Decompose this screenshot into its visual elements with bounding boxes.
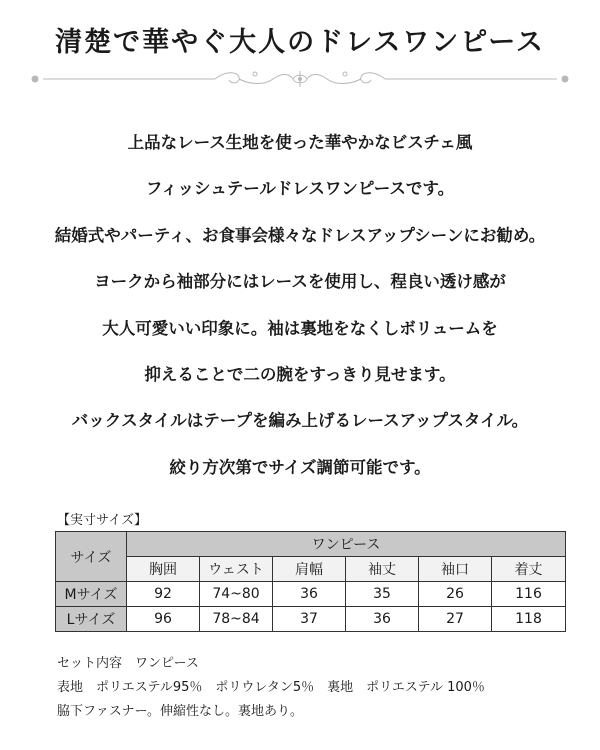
column-header: 肩幅 — [273, 557, 346, 582]
table-cell: 27 — [419, 607, 492, 632]
row-label: Mサイズ — [56, 582, 127, 607]
column-header: 着丈 — [492, 557, 566, 582]
table-header-row — [56, 532, 566, 557]
note-line: 表地 ポリエステル95％ ポリウレタン5％ 裏地 ポリエステル 100％ — [57, 680, 485, 695]
column-header: 袖丈 — [346, 557, 419, 582]
table-cell: 78~84 — [200, 607, 273, 632]
table-cell: 26 — [419, 582, 492, 607]
table-cell: 74~80 — [200, 582, 273, 607]
table-cell: 96 — [127, 607, 200, 632]
note-line: 脇下ファスナー。伸縮性なし。裏地あり。 — [57, 704, 303, 719]
group-header: ワンピース — [127, 532, 566, 557]
table-cell: 118 — [492, 607, 566, 632]
description-line: 絞り方次第でサイズ調節可能です。 — [169, 457, 431, 477]
table-header-row — [56, 557, 566, 582]
size-table — [55, 531, 566, 632]
description-line: 大人可愛いい印象に。袖は裏地をなくしボリュームを — [102, 318, 498, 338]
size-table-caption: 【実寸サイズ】 — [57, 513, 147, 528]
table-cell: 35 — [346, 582, 419, 607]
description-line: 結婚式やパーティ、お食事会様々なドレスアップシーンにお勧め。 — [54, 225, 546, 245]
table-cell: 92 — [127, 582, 200, 607]
description-line: 抑えることで二の腕をすっきり見せます。 — [144, 364, 456, 384]
description-line: バックスタイルはテープを編み上げるレースアップスタイル。 — [71, 411, 529, 431]
table-cell: 36 — [273, 582, 346, 607]
product-notes — [57, 652, 485, 724]
column-header: 胸囲 — [127, 557, 200, 582]
description-line: フィッシュテールドレスワンピースです。 — [145, 179, 455, 199]
ornament-divider-icon — [25, 68, 575, 90]
table-cell: 37 — [273, 607, 346, 632]
table-cell: 36 — [346, 607, 419, 632]
description-line: 上品なレース生地を使った華やかなビスチェ風 — [127, 133, 473, 152]
page-title: 清楚で華やぐ大人のドレスワンピース — [55, 27, 545, 58]
table-row — [56, 607, 566, 632]
note-line: セット内容 ワンピース — [57, 656, 199, 671]
row-label: Lサイズ — [56, 607, 127, 632]
column-header: ウェスト — [200, 557, 273, 582]
table-cell: 116 — [492, 582, 566, 607]
column-header: 袖口 — [419, 557, 492, 582]
description — [0, 128, 600, 499]
table-row — [56, 582, 566, 607]
size-header: サイズ — [56, 532, 127, 582]
description-line: ヨークから袖部分にはレースを使用し、程良い透け感が — [94, 272, 506, 292]
